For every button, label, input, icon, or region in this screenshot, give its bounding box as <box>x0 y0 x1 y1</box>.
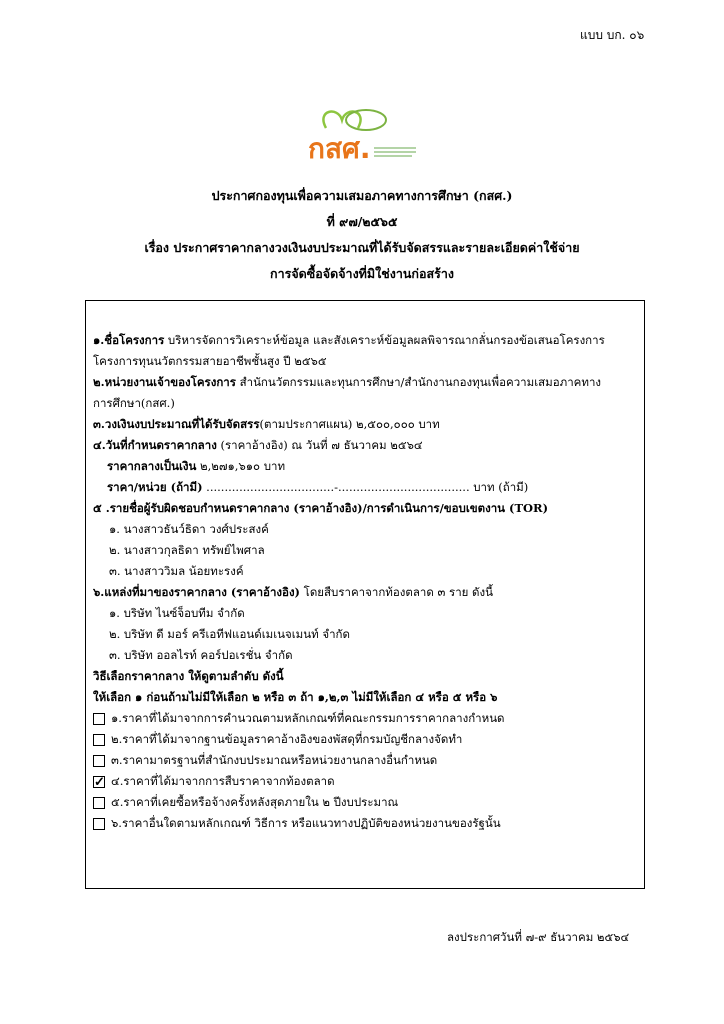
option-label: ๕.ราคาที่เคยซื้อหรือจ้างครั้งหลังสุดภายใน ๒ ปีงบประมาณ <box>111 795 399 809</box>
owner-label: ๒.หน่วยงานเจ้าของโครงการ <box>93 375 236 389</box>
option-row <box>93 792 638 813</box>
option-label: ๑.ราคาที่ได้มาจากการคำนวณตามหลักเกณฑ์ที่คณะกรรมการราคากลางกำหนด <box>111 711 505 725</box>
option-row <box>93 813 638 834</box>
option-checkbox[interactable] <box>93 776 105 788</box>
owner-row <box>93 372 638 393</box>
owner-text: สำนักนวัตกรรมและทุนการศึกษา/สำนักงานกองทุนเพื่อความเสมอภาคทาง <box>235 375 602 389</box>
budget-text: (ตามประกาศแผน) ๒,๕๐๐,๐๐๐ บาท <box>259 417 440 431</box>
unit-price-label: ราคา/หน่วย (ถ้ามี) <box>107 480 203 494</box>
budget-row <box>93 414 638 435</box>
source-item: ๑. บริษัท ไนซ์จ็อบทีม จำกัด <box>109 606 245 620</box>
source-item: ๓. บริษัท ออลไรท์ คอร์ปอเรชั่น จำกัด <box>109 648 293 662</box>
price-date-row <box>93 435 638 456</box>
svg-text:กสศ.: กสศ. <box>308 132 371 165</box>
source-row <box>93 582 638 603</box>
header-subject: เรื่อง ประกาศราคากลางวงเงินงบประมาณที่ได้รับจัดสรรและรายละเอียดค่าใช้จ่าย <box>144 240 580 255</box>
source-text: โดยสืบราคาจากท้องตลาด ๓ ราย ดังนี้ <box>300 585 493 599</box>
header-subject-cont: การจัดซื้อจัดจ้างที่มิใช่งานก่อสร้าง <box>270 266 454 281</box>
option-label: ๒.ราคาที่ได้มาจากฐานข้อมูลราคาอ้างอิงของพัสดุที่กรมบัญชีกลางจัดทำ <box>111 732 463 746</box>
responsible-label: ๕ .รายชื่อผู้รับผิดชอบกำหนดราคากลาง (ราคาอ้างอิง)/การดำเนินการ/ขอบเขตงาน (TOR) <box>93 501 549 515</box>
source-item: ๒. บริษัท ดี มอร์ ครีเอทีฟแอนด์เมเนจเมนท์ จำกัด <box>109 627 350 641</box>
source-label: ๖.แหล่งที่มาของราคากลาง (ราคาอ้างอิง) <box>93 585 300 599</box>
project-name-row <box>93 330 638 351</box>
price-date-label: ๔.วันที่กำหนดราคากลาง <box>93 438 217 452</box>
project-name-text: บริหารจัดการวิเคราะห์ข้อมูล และสังเคราะห์ข้อมูลผลพิจารณากลั่นกรองข้อเสนอโครงการ <box>164 333 605 347</box>
form-code: แบบ บก. ๐๖ <box>580 28 645 42</box>
organization-logo <box>308 106 418 166</box>
option-checkbox[interactable] <box>93 818 105 830</box>
median-price-row <box>93 456 638 477</box>
option-label: ๓.ราคามาตรฐานที่สำนักงบประมาณหรือหน่วยงานกลางอื่นกำหนด <box>111 753 438 767</box>
announcement-date: ลงประกาศวันที่ ๗-๙ ธันวาคม ๒๕๖๔ <box>447 930 630 944</box>
budget-label: ๓.วงเงินงบประมาณที่ได้รับจัดสรร <box>93 417 260 431</box>
header-number: ที่ ๙๗/๒๕๖๕ <box>326 214 398 229</box>
method-title: วิธีเลือกราคากลาง ให้ดูตามลำดับ ดังนี้ <box>93 669 284 683</box>
option-checkbox[interactable] <box>93 734 105 746</box>
header-title: ประกาศกองทุนเพื่อความเสมอภาคทางการศึกษา (กสศ.) <box>211 188 513 203</box>
option-row <box>93 729 638 750</box>
price-date-text: (ราคาอ้างอิง) ณ วันที่ ๗ ธันวาคม ๒๕๖๔ <box>216 438 423 452</box>
responsible-item: ๒. นางสาวกุลธิดา ทรัพย์ไพศาล <box>109 543 265 557</box>
method-instruction: ให้เลือก ๑ ก่อนถ้ามไม่มีให้เลือก ๒ หรือ ๓ ถ้า ๑,๒,๓ ไม่มีให้เลือก ๔ หรือ ๕ หรือ ๖ <box>93 690 498 704</box>
responsible-item: ๑. นางสาวธันว์ธิดา วงศ์ประสงค์ <box>109 522 269 536</box>
option-row <box>93 708 638 729</box>
project-name-label: ๑.ชื่อโครงการ <box>93 333 165 347</box>
unit-price-text: ...................................-.................................... บาท (ถ้ามี) <box>202 480 529 494</box>
option-row <box>93 750 638 771</box>
option-checkbox[interactable] <box>93 713 105 725</box>
responsible-item: ๓. นางสาววิมล น้อยทะรงค์ <box>109 564 244 578</box>
option-checkbox[interactable] <box>93 755 105 767</box>
owner-cont: การศึกษา(กสศ.) <box>93 396 175 410</box>
option-label: ๖.ราคาอื่นใดตามหลักเกณฑ์ วิธีการ หรือแนวทางปฏิบัติของหน่วยงานของรัฐนั้น <box>111 816 501 830</box>
unit-price-row <box>93 477 638 498</box>
option-row <box>93 771 638 792</box>
announcement-header <box>60 183 664 287</box>
details-content <box>93 330 638 834</box>
option-label: ๔.ราคาที่ได้มาจากการสืบราคาจากท้องตลาด <box>111 774 335 788</box>
median-price-label: ราคากลางเป็นเงิน <box>107 459 197 473</box>
option-checkbox[interactable] <box>93 797 105 809</box>
project-name-cont: โครงการทุนนวัตกรรมสายอาชีพชั้นสูง ปี ๒๕๖๕ <box>93 354 327 368</box>
median-price-value: ๒,๒๗๑,๖๑๐ บาท <box>196 459 286 473</box>
